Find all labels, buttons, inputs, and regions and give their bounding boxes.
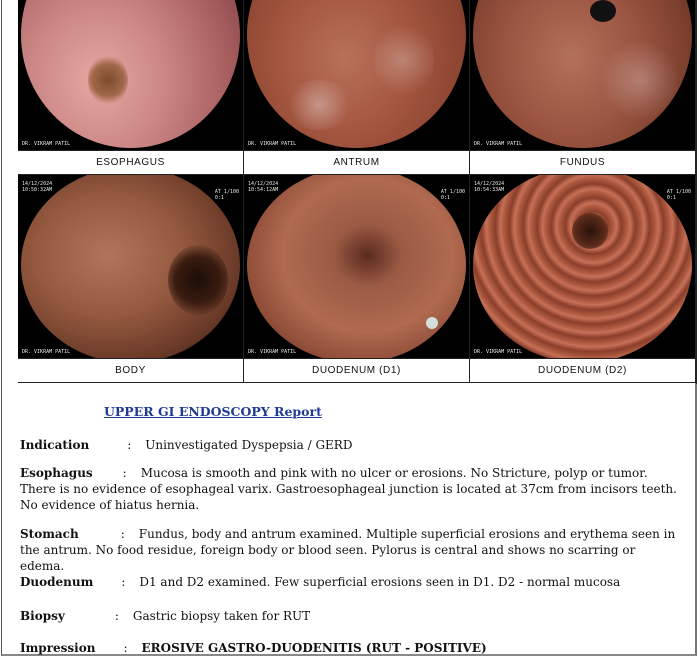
image-caption: ANTRUM (244, 150, 469, 174)
indication-field: Indication : Uninvestigated Dyspepsia / GERD (20, 438, 353, 452)
image-esophagus (18, 0, 244, 175)
physician-watermark: DR. VIKRAM PATIL (22, 141, 71, 147)
settings-overlay: AT 1/100 0:1 (666, 189, 691, 201)
physician-watermark: DR. VIKRAM PATIL (22, 349, 71, 355)
physician-watermark: DR. VIKRAM PATIL (474, 349, 523, 355)
image-caption: ESOPHAGUS (18, 150, 243, 174)
timestamp-overlay: 14/12/2024 10:50:32AM (22, 181, 53, 193)
stomach-label: Stomach (20, 527, 79, 541)
duodenum-field: Duodenum : D1 and D2 examined. Few superficial erosions seen in D1. D2 - normal mucosa (20, 575, 621, 589)
stomach-value: Fundus, body and antrum examined. Multiple superficial erosions and erythema seen in the antrum. No food residue, foreign body or blood seen. Pylorus is central and shows no scarring or edema. (20, 527, 676, 573)
image-duodenum-d2 (470, 175, 696, 383)
image-duodenum-d1 (244, 175, 470, 383)
biopsy-label: Biopsy (20, 609, 65, 623)
impression-label: Impression (20, 641, 96, 655)
image-caption: DUODENUM (D1) (244, 358, 469, 382)
esophagus-label: Esophagus (20, 466, 93, 480)
impression-field: Impression : EROSIVE GASTRO-DUODENITIS (RUT - POSITIVE) (20, 641, 487, 655)
timestamp-overlay: 14/12/2024 10:54:33AM (474, 181, 505, 193)
esophagus-value: Mucosa is smooth and pink with no ulcer or erosions. No Stricture, polyp or tumor. There is no evidence of esophageal varix. Gastroesophageal junction is located at 37cm from incisors teeth. No evidence of hiatus hernia. (20, 466, 677, 512)
indication-label: Indication (20, 438, 90, 452)
timestamp-overlay: 14/12/2024 10:54:12AM (248, 181, 279, 193)
physician-watermark: DR. VIKRAM PATIL (474, 141, 523, 147)
physician-watermark: DR. VIKRAM PATIL (248, 141, 297, 147)
image-fundus (470, 0, 696, 175)
image-caption: FUNDUS (470, 150, 695, 174)
endoscopy-image-grid (18, 0, 697, 384)
esophagus-field: Esophagus : Mucosa is smooth and pink with no ulcer or erosions. No Stricture, polyp or tumor. There is no evidence of esophageal varix. Gastroesophageal junction is located at 37cm from incisors teeth. No evidence of hiatus hernia. (20, 466, 677, 512)
biopsy-value: Gastric biopsy taken for RUT (132, 609, 311, 623)
duodenum-value: D1 and D2 examined. Few superficial erosions seen in D1. D2 - normal mucosa (139, 575, 621, 589)
image-caption: DUODENUM (D2) (470, 358, 695, 382)
image-body (18, 175, 244, 383)
settings-overlay: AT 1/100 0:1 (440, 189, 465, 201)
duodenum-label: Duodenum (20, 575, 94, 589)
settings-overlay: AT 1/100 0:1 (214, 189, 239, 201)
image-antrum (244, 0, 470, 175)
indication-value: Uninvestigated Dyspepsia / GERD (145, 438, 353, 452)
impression-value: EROSIVE GASTRO-DUODENITIS (RUT - POSITIVE) (141, 641, 487, 655)
stomach-field: Stomach : Fundus, body and antrum examined. Multiple superficial erosions and erythema seen in the antrum. No food residue, foreign body or blood seen. Pylorus is central and shows no scarring or edema. (20, 527, 676, 573)
image-caption: BODY (18, 358, 243, 382)
report-title: UPPER GI ENDOSCOPY Report (104, 404, 322, 419)
biopsy-field: Biopsy : Gastric biopsy taken for RUT (20, 609, 311, 623)
physician-watermark: DR. VIKRAM PATIL (248, 349, 297, 355)
